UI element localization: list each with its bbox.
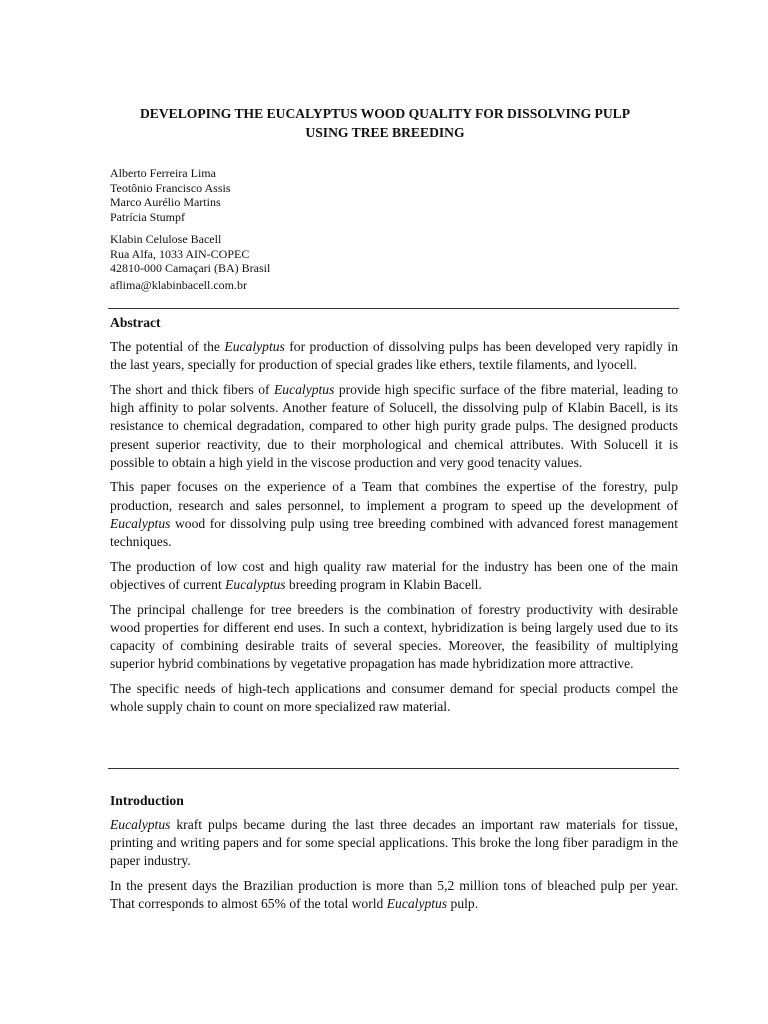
italic-term: Eucalyptus (110, 515, 171, 531)
affiliation-line: Klabin Celulose Bacell (110, 232, 222, 246)
italic-term: Eucalyptus (224, 339, 285, 354)
author-list (110, 166, 231, 224)
abstract-paragraph: The production of low cost and high quality raw material for the industry has been one of the main objectives of current Eucalyptus breeding program in Klabin Bacell. (110, 558, 678, 592)
abstract-section (110, 314, 678, 723)
affiliation-block (110, 232, 270, 276)
divider-top (108, 308, 679, 309)
author-name: Alberto Ferreira Lima (110, 166, 216, 180)
italic-term: Eucalyptus (225, 576, 286, 592)
abstract-paragraph: The specific needs of high-tech applications and consumer demand for special products compel the whole supply chain to count on more specialized raw material. (110, 680, 678, 715)
abstract-paragraph: This paper focuses on the experience of a Team that combines the expertise of the forestry, pulp production, research and sales personnel, to implement a program to speed up the development of Eucalyptus wood for dissolving pulp using tree breeding combined with advanced forest management techniques. (110, 479, 678, 550)
introduction-section (110, 792, 678, 920)
author-name: Marco Aurélio Martins (110, 195, 221, 209)
italic-term: Eucalyptus (386, 896, 448, 912)
introduction-paragraph: Eucalyptus kraft pulps became during the last three decades an important raw materials for tissue, printing and writing papers and for some special applications. This broke the long fiber paradigm in the paper industry. (110, 817, 678, 869)
abstract-paragraph: The principal challenge for tree breeders is the combination of forestry productivity with desirable wood properties for different end uses. In such a context, hybridization is being largely used due to its capacity of combining desirable traits of several species. Moreover, the feasibility of multiplying superior hybrid combinations by vegetative propagation has made hybridization more attractive. (110, 601, 678, 672)
author-name: Patrícia Stumpf (110, 209, 185, 224)
italic-term: Eucalyptus (273, 381, 335, 397)
author-name: Teotônio Francisco Assis (110, 180, 231, 195)
title-line-1: DEVELOPING THE EUCALYPTUS WOOD QUALITY FOR DISSOLVING PULP (139, 106, 631, 121)
divider-bottom (108, 768, 679, 769)
paper-title (90, 104, 680, 142)
abstract-heading: Abstract (110, 315, 161, 330)
abstract-paragraph: The potential of the Eucalyptus for production of dissolving pulps has been developed very rapidly in the last years, specially for production of special grades like ethers, textile filaments, and lyocell. (110, 339, 678, 373)
contact-email: aflima@klabinbacell.com.br (110, 278, 247, 292)
italic-term: Eucalyptus (110, 817, 171, 832)
abstract-paragraph: The short and thick fibers of Eucalyptus provide high specific surface of the fibre material, leading to high affinity to polar solvents. Another feature of Solucell, the dissolving pulp of Klabin Bacell, is its resistance to chemical degradation, compared to other high purity grade pulps. The designed products present superior reactivity, due to their morphological and chemical attributes. With Solucell it is possible to obtain a high yield in the viscose production and very good tenacity values. (110, 381, 678, 470)
introduction-heading: Introduction (110, 793, 184, 808)
affiliation-line: Rua Alfa, 1033 AIN-COPEC (110, 246, 250, 261)
affiliation-line: 42810-000 Camaçari (BA) Brasil (110, 261, 271, 275)
title-line-2: USING TREE BREEDING (305, 125, 465, 140)
introduction-paragraph: In the present days the Brazilian production is more than 5,2 million tons of bleached pulp per year. That corresponds to almost 65% of the total world Eucalyptus pulp. (110, 878, 678, 912)
